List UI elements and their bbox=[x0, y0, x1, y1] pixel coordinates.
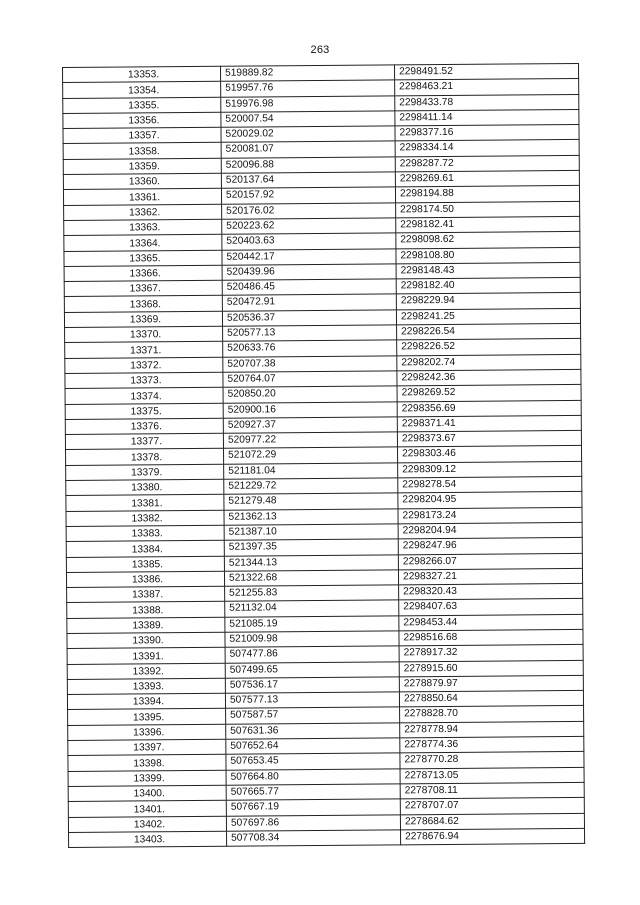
easting-cell: 507631.36 bbox=[226, 723, 400, 740]
point-number-cell: 13360. bbox=[63, 173, 221, 190]
point-number-cell: 13396. bbox=[68, 724, 226, 741]
point-number-cell: 13356. bbox=[63, 112, 221, 129]
easting-cell: 520096.88 bbox=[221, 157, 395, 174]
easting-cell: 520486.45 bbox=[222, 279, 396, 296]
easting-cell: 519957.76 bbox=[221, 80, 395, 97]
northing-cell: 2298247.96 bbox=[398, 538, 582, 555]
easting-cell: 520764.07 bbox=[223, 371, 397, 388]
point-number-cell: 13355. bbox=[63, 97, 221, 114]
point-number-cell: 13392. bbox=[67, 663, 225, 680]
northing-cell: 2298453.44 bbox=[399, 614, 583, 631]
easting-cell: 507577.13 bbox=[225, 692, 399, 709]
easting-cell: 520176.02 bbox=[222, 203, 396, 220]
easting-cell: 520439.96 bbox=[222, 264, 396, 281]
northing-cell: 2298204.94 bbox=[398, 522, 582, 539]
northing-cell: 2278879.97 bbox=[399, 675, 583, 692]
northing-cell: 2298327.21 bbox=[398, 568, 582, 585]
northing-cell: 2278708.11 bbox=[400, 782, 584, 799]
northing-cell: 2298174.50 bbox=[396, 201, 580, 218]
easting-cell: 521387.10 bbox=[224, 524, 398, 541]
point-number-cell: 13372. bbox=[65, 357, 223, 374]
northing-cell: 2298241.25 bbox=[396, 308, 580, 325]
northing-cell: 2278676.94 bbox=[401, 828, 585, 845]
table-body bbox=[63, 63, 585, 847]
northing-cell: 2298194.88 bbox=[395, 186, 579, 203]
point-number-cell: 13364. bbox=[64, 235, 222, 252]
northing-cell: 2298371.41 bbox=[397, 415, 581, 432]
point-number-cell: 13387. bbox=[67, 586, 225, 603]
northing-cell: 2278774.36 bbox=[400, 736, 584, 753]
point-number-cell: 13395. bbox=[68, 709, 226, 726]
northing-cell: 2298373.67 bbox=[397, 431, 581, 448]
northing-cell: 2278770.28 bbox=[400, 752, 584, 769]
easting-cell: 520577.13 bbox=[223, 325, 397, 342]
easting-cell: 521344.13 bbox=[224, 554, 398, 571]
point-number-cell: 13402. bbox=[68, 816, 226, 833]
northing-cell: 2298182.41 bbox=[396, 216, 580, 233]
northing-cell: 2298491.52 bbox=[394, 63, 578, 80]
point-number-cell: 13374. bbox=[65, 387, 223, 404]
northing-cell: 2298226.54 bbox=[397, 323, 581, 340]
easting-cell: 520927.37 bbox=[223, 417, 397, 434]
northing-cell: 2278684.62 bbox=[400, 813, 584, 830]
northing-cell: 2298377.16 bbox=[395, 125, 579, 142]
easting-cell: 520157.92 bbox=[221, 187, 395, 204]
northing-cell: 2298320.43 bbox=[399, 584, 583, 601]
northing-cell: 2298182.40 bbox=[396, 278, 580, 295]
easting-cell: 519889.82 bbox=[220, 65, 394, 82]
point-number-cell: 13386. bbox=[66, 571, 224, 588]
point-number-cell: 13367. bbox=[64, 280, 222, 297]
northing-cell: 2298098.62 bbox=[396, 232, 580, 249]
point-number-cell: 13380. bbox=[66, 479, 224, 496]
easting-cell: 521085.19 bbox=[225, 616, 399, 633]
point-number-cell: 13397. bbox=[68, 739, 226, 756]
point-number-cell: 13399. bbox=[68, 770, 226, 787]
point-number-cell: 13394. bbox=[67, 693, 225, 710]
easting-cell: 519976.98 bbox=[221, 95, 395, 112]
easting-cell: 507536.17 bbox=[225, 677, 399, 694]
northing-cell: 2298287.72 bbox=[395, 155, 579, 172]
easting-cell: 521255.83 bbox=[225, 585, 399, 602]
point-number-cell: 13361. bbox=[63, 189, 221, 206]
point-number-cell: 13373. bbox=[65, 372, 223, 389]
easting-cell: 520442.17 bbox=[222, 248, 396, 265]
easting-cell: 507697.86 bbox=[226, 814, 400, 831]
point-number-cell: 13379. bbox=[66, 464, 224, 481]
easting-cell: 507653.45 bbox=[226, 753, 400, 770]
easting-cell: 507499.65 bbox=[225, 661, 399, 678]
easting-cell: 521132.04 bbox=[225, 600, 399, 617]
point-number-cell: 13384. bbox=[66, 540, 224, 557]
point-number-cell: 13391. bbox=[67, 648, 225, 665]
point-number-cell: 13371. bbox=[65, 342, 223, 359]
easting-cell: 520007.54 bbox=[221, 111, 395, 128]
northing-cell: 2298202.74 bbox=[397, 354, 581, 371]
point-number-cell: 13365. bbox=[64, 250, 222, 267]
northing-cell: 2298269.61 bbox=[395, 171, 579, 188]
point-number-cell: 13382. bbox=[66, 510, 224, 527]
northing-cell: 2298173.24 bbox=[398, 507, 582, 524]
northing-cell: 2298411.14 bbox=[395, 109, 579, 126]
easting-cell: 521229.72 bbox=[224, 478, 398, 495]
easting-cell: 507587.57 bbox=[226, 707, 400, 724]
northing-cell: 2298278.54 bbox=[398, 476, 582, 493]
point-number-cell: 13366. bbox=[64, 265, 222, 282]
point-number-cell: 13385. bbox=[66, 556, 224, 573]
easting-cell: 520403.63 bbox=[222, 233, 396, 250]
point-number-cell: 13357. bbox=[63, 127, 221, 144]
northing-cell: 2278850.64 bbox=[399, 691, 583, 708]
northing-cell: 2298407.63 bbox=[399, 599, 583, 616]
point-number-cell: 13378. bbox=[66, 449, 224, 466]
coordinates-table bbox=[62, 63, 585, 848]
northing-cell: 2278917.32 bbox=[399, 645, 583, 662]
point-number-cell: 13359. bbox=[63, 158, 221, 175]
point-number-cell: 13370. bbox=[65, 326, 223, 343]
northing-cell: 2278778.94 bbox=[400, 721, 584, 738]
easting-cell: 520707.38 bbox=[223, 356, 397, 373]
coordinates-table-wrapper bbox=[62, 63, 573, 848]
point-number-cell: 13375. bbox=[65, 403, 223, 420]
point-number-cell: 13398. bbox=[68, 755, 226, 772]
easting-cell: 520223.62 bbox=[222, 218, 396, 235]
easting-cell: 521009.98 bbox=[225, 631, 399, 648]
point-number-cell: 13390. bbox=[67, 632, 225, 649]
point-number-cell: 13354. bbox=[63, 82, 221, 99]
northing-cell: 2298303.46 bbox=[397, 446, 581, 463]
northing-cell: 2298433.78 bbox=[395, 94, 579, 111]
easting-cell: 507477.86 bbox=[225, 646, 399, 663]
northing-cell: 2298108.80 bbox=[396, 247, 580, 264]
easting-cell: 520081.07 bbox=[221, 141, 395, 158]
easting-cell: 507667.19 bbox=[226, 799, 400, 816]
easting-cell: 520137.64 bbox=[221, 172, 395, 189]
point-number-cell: 13358. bbox=[63, 143, 221, 160]
northing-cell: 2298148.43 bbox=[396, 262, 580, 279]
easting-cell: 521181.04 bbox=[224, 463, 398, 480]
northing-cell: 2298463.21 bbox=[395, 79, 579, 96]
point-number-cell: 13362. bbox=[64, 204, 222, 221]
northing-cell: 2278707.07 bbox=[400, 798, 584, 815]
northing-cell: 2298229.94 bbox=[396, 293, 580, 310]
easting-cell: 520977.22 bbox=[223, 432, 397, 449]
easting-cell: 507665.77 bbox=[226, 784, 400, 801]
northing-cell: 2298334.14 bbox=[395, 140, 579, 157]
easting-cell: 507652.64 bbox=[226, 738, 400, 755]
northing-cell: 2298266.07 bbox=[398, 553, 582, 570]
point-number-cell: 13353. bbox=[63, 66, 221, 83]
easting-cell: 520850.20 bbox=[223, 386, 397, 403]
easting-cell: 521072.29 bbox=[224, 447, 398, 464]
page-number: 263 bbox=[310, 44, 330, 56]
northing-cell: 2298242.36 bbox=[397, 369, 581, 386]
northing-cell: 2298356.69 bbox=[397, 400, 581, 417]
northing-cell: 2298204.95 bbox=[398, 492, 582, 509]
point-number-cell: 13388. bbox=[67, 602, 225, 619]
point-number-cell: 13403. bbox=[69, 831, 227, 848]
point-number-cell: 13381. bbox=[66, 495, 224, 512]
easting-cell: 520900.16 bbox=[223, 401, 397, 418]
point-number-cell: 13363. bbox=[64, 219, 222, 236]
easting-cell: 521322.68 bbox=[224, 570, 398, 587]
easting-cell: 507664.80 bbox=[226, 769, 400, 786]
easting-cell: 520472.91 bbox=[222, 294, 396, 311]
northing-cell: 2278828.70 bbox=[400, 706, 584, 723]
easting-cell: 521362.13 bbox=[224, 508, 398, 525]
point-number-cell: 13401. bbox=[68, 800, 226, 817]
easting-cell: 520536.37 bbox=[222, 310, 396, 327]
easting-cell: 521279.48 bbox=[224, 493, 398, 510]
point-number-cell: 13368. bbox=[64, 296, 222, 313]
easting-cell: 520633.76 bbox=[223, 340, 397, 357]
point-number-cell: 13376. bbox=[65, 418, 223, 435]
northing-cell: 2278713.05 bbox=[400, 767, 584, 784]
northing-cell: 2298269.52 bbox=[397, 385, 581, 402]
northing-cell: 2278915.60 bbox=[399, 660, 583, 677]
northing-cell: 2298226.52 bbox=[397, 339, 581, 356]
easting-cell: 520029.02 bbox=[221, 126, 395, 143]
point-number-cell: 13400. bbox=[68, 785, 226, 802]
point-number-cell: 13369. bbox=[64, 311, 222, 328]
easting-cell: 521397.35 bbox=[224, 539, 398, 556]
easting-cell: 507708.34 bbox=[227, 830, 401, 847]
point-number-cell: 13383. bbox=[66, 525, 224, 542]
northing-cell: 2298309.12 bbox=[398, 461, 582, 478]
point-number-cell: 13377. bbox=[65, 433, 223, 450]
point-number-cell: 13389. bbox=[67, 617, 225, 634]
northing-cell: 2298516.68 bbox=[399, 629, 583, 646]
point-number-cell: 13393. bbox=[67, 678, 225, 695]
